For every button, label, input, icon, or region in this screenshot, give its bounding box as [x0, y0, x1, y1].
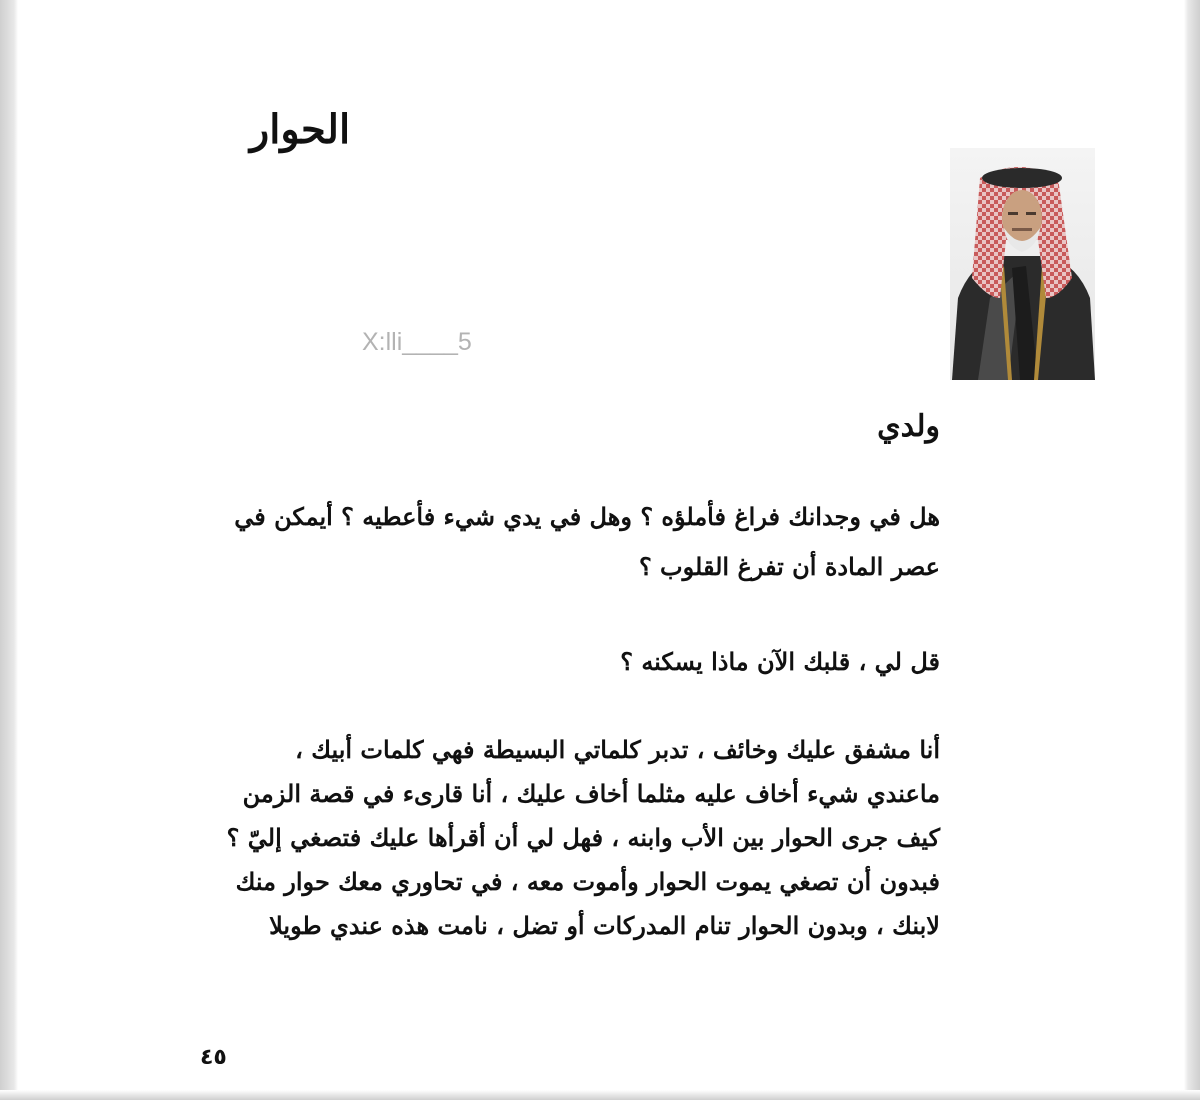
text-line: قل لي ، قلبك الآن ماذا يسكنه ؟ [620, 647, 940, 676]
text-line: عصر المادة أن تفرغ القلوب ؟ [638, 552, 940, 581]
paragraph-2 [200, 640, 940, 683]
salutation-heading: ولدي [877, 409, 940, 444]
text-line: فبدون أن تصغي يموت الحوار وأموت معه ، في تحاوري معك حوار منك [235, 867, 940, 896]
paragraph-3 [200, 728, 940, 948]
page-edge-left [0, 0, 18, 1100]
portrait-caption: X:lli____5 [362, 328, 472, 356]
paragraph-1 [200, 492, 940, 592]
text-line: هل في وجدانك فراغ فأملؤه ؟ وهل في يدي شيء فأعطيه ؟ أيمكن في [234, 502, 940, 531]
page-edge-bottom [0, 1090, 1200, 1100]
text-line: كيف جرى الحوار بين الأب وابنه ، فهل لي أن أقرأها عليك فتصغي إليّ ؟ [226, 823, 940, 852]
page-number: ٤٥ [200, 1045, 227, 1070]
text-line: ماعندي شيء أخاف عليه مثلما أخاف عليك ، أنا قارىء في قصة الزمن [242, 779, 940, 808]
portrait-photo [950, 148, 1095, 380]
portrait-icon [950, 148, 1095, 380]
text-line: لابنك ، وبدون الحوار تنام المدركات أو تضل ، نامت هذه عندي طويلا [269, 911, 940, 940]
page-title: الحوار [249, 106, 351, 153]
text-line: أنا مشفق عليك وخائف ، تدبر كلماتي البسيطة فهي كلمات أبيك ، [295, 735, 940, 764]
page-edge-right [1184, 0, 1200, 1100]
